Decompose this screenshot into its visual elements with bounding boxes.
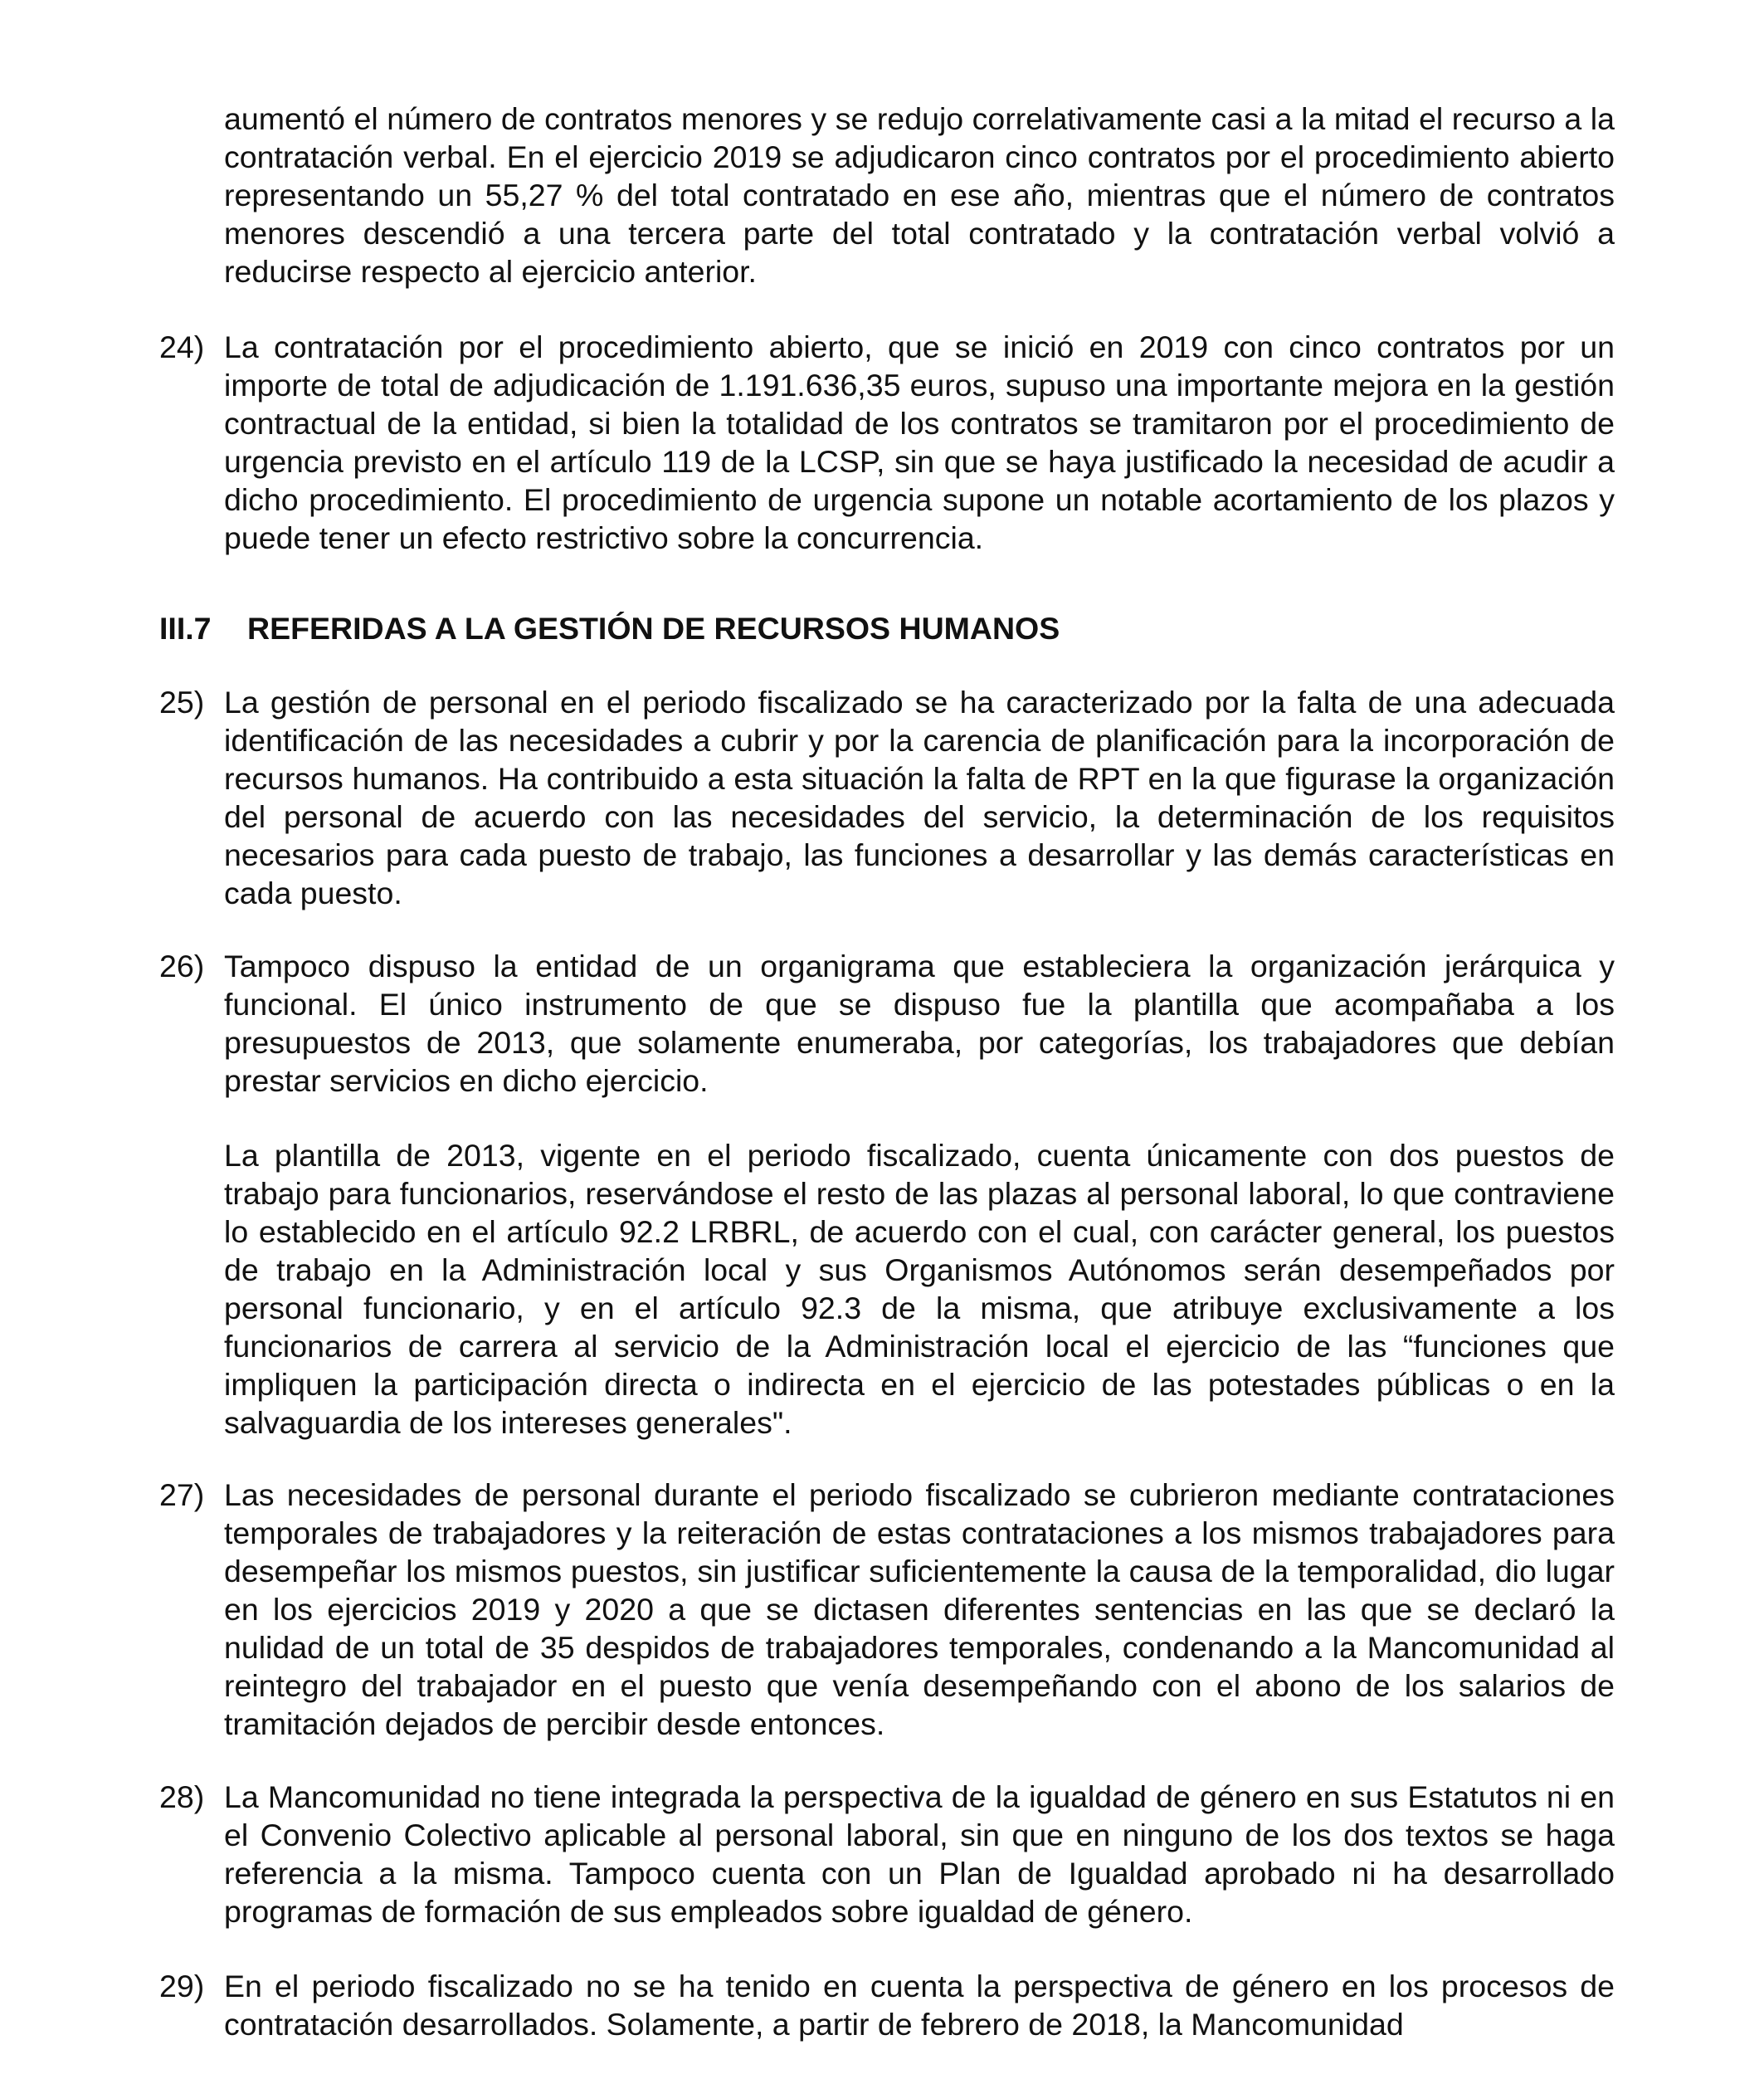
- paragraph-number-24: 24): [159, 329, 205, 364]
- paragraph-26-continued: La plantilla de 2013, vigente en el periodo fiscalizado, cuenta únicamente con dos puestos de trabajo para funcionarios, reservándose el resto de las plazas al personal laboral, lo que contraviene lo establecido en el artículo 92.2 LRBRL, de acuerdo con el cual, con carácter general, los puestos de trabajo en la Administración local y sus Organismos Autónomos serán desempeñados por personal funcionario, y en el artículo 92.3 de la misma, que atribuye exclusivamente a los funcionarios de carrera al servicio de la Administración local el ejercicio de las “funciones que impliquen la participación directa o indirecta en el ejercicio de las potestades públicas o en la salvaguardia de los intereses generales".: [224, 1138, 1615, 1440]
- paragraph-number-26: 26): [159, 949, 205, 983]
- paragraph-28: La Mancomunidad no tiene integrada la perspectiva de la igualdad de género en sus Estatutos ni en el Convenio Colectivo aplicable al personal laboral, sin que en ninguno de los dos textos se haga referencia a la misma. Tampoco cuenta con un Plan de Igualdad aprobado ni ha desarrollado programas de formación de sus empleados sobre igualdad de género.: [224, 1779, 1615, 1929]
- section-heading: [159, 609, 1060, 647]
- paragraph-27: Las necesidades de personal durante el periodo fiscalizado se cubrieron mediante contrataciones temporales de trabajadores y la reiteración de estas contrataciones a los mismos trabajadores para desempeñar los mismos puestos, sin justificar suficientemente la causa de la temporalidad, dio lugar en los ejercicios 2019 y 2020 a que se dictasen diferentes sentencias en las que se declaró la nulidad de un total de 35 despidos de trabajadores temporales, condenando a la Mancomunidad al reintegro del trabajador en el puesto que venía desempeñando con el abono de los salarios de tramitación dejados de percibir desde entonces.: [224, 1477, 1615, 1741]
- paragraph-number-29: 29): [159, 1969, 205, 2003]
- paragraph-number-27: 27): [159, 1477, 205, 1512]
- paragraph-24: La contratación por el procedimiento abierto, que se inició en 2019 con cinco contratos por un importe de total de adjudicación de 1.191.636,35 euros, supuso una importante mejora en la gestión contractual de la entidad, si bien la totalidad de los contratos se tramitaron por el procedimiento de urgencia previsto en el artículo 119 de la LCSP, sin que se haya justificado la necesidad de acudir a dicho procedimiento. El procedimiento de urgencia supone un notable acortamiento de los plazos y puede tener un efecto restrictivo sobre la concurrencia.: [224, 329, 1615, 555]
- section-heading-number: III.7: [159, 611, 212, 646]
- paragraph-continued: aumentó el número de contratos menores y se redujo correlativamente casi a la mitad el recurso a la contratación verbal. En el ejercicio 2019 se adjudicaron cinco contratos por el procedimiento abierto representando un 55,27 % del total contratado en ese año, mientras que el número de contratos menores descendió a una tercera parte del total contratado y la contratación verbal volvió a reducirse respecto al ejercicio anterior.: [224, 101, 1615, 289]
- paragraph-26: Tampoco dispuso la entidad de un organigrama que estableciera la organización jerárquica y funcional. El único instrumento de que se dispuso fue la plantilla que acompañaba a los presupuestos de 2013, que solamente enumeraba, por categorías, los trabajadores que debían prestar servicios en dicho ejercicio.: [224, 949, 1615, 1098]
- paragraph-number-25: 25): [159, 685, 205, 720]
- section-heading-title: REFERIDAS A LA GESTIÓN DE RECURSOS HUMANOS: [247, 611, 1060, 646]
- paragraph-29: En el periodo fiscalizado no se ha tenido en cuenta la perspectiva de género en los procesos de contratación desarrollados. Solamente, a partir de febrero de 2018, la Mancomunidad: [224, 1969, 1615, 2042]
- paragraph-number-28: 28): [159, 1779, 205, 1814]
- paragraph-25: La gestión de personal en el periodo fiscalizado se ha caracterizado por la falta de una adecuada identificación de las necesidades a cubrir y por la carencia de planificación para la incorporación de recursos humanos. Ha contribuido a esta situación la falta de RPT en la que figurase la organización del personal de acuerdo con las necesidades del servicio, la determinación de los requisitos necesarios para cada puesto de trabajo, las funciones a desarrollar y las demás características en cada puesto.: [224, 685, 1615, 910]
